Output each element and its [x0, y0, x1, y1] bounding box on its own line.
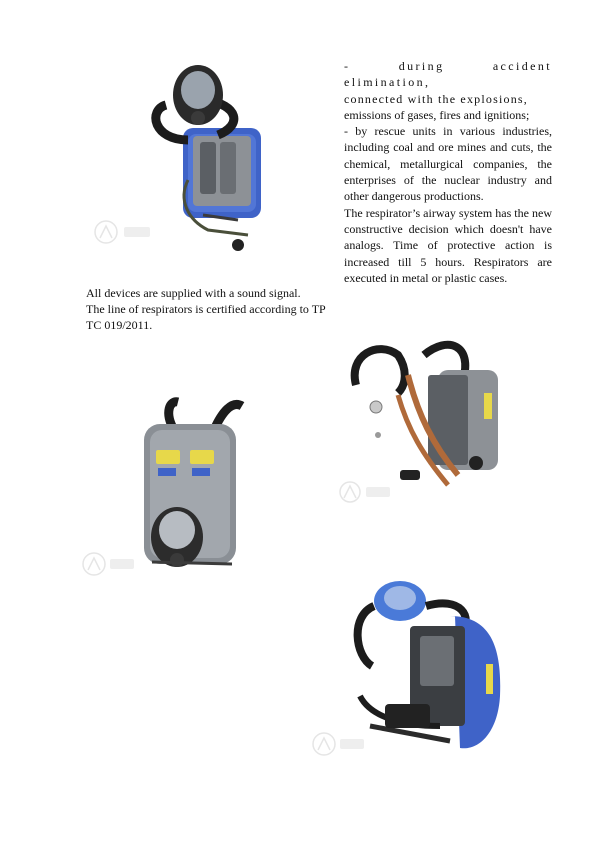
- text-certification: The line of respirators is certified according to TP TC 019/2011.: [86, 302, 326, 332]
- respirator-photo-blue-mask: [88, 60, 278, 270]
- text-sound-signal: All devices are supplied with a sound signal.: [86, 286, 301, 300]
- respirator-photo-brown-straps: [338, 335, 508, 510]
- watermark-logo-icon: [95, 221, 150, 243]
- text-line-accident: - during accident elimination,: [344, 59, 552, 90]
- respirator-photo-blue-harness: [310, 576, 510, 766]
- watermark-logo-icon: [83, 553, 134, 575]
- text-paragraph-airway-system: The respirator’s airway system has the new constructive decision which doesn't have analogs. Time of protective action is increased till 5 hours. Respirators are executed in metal or plastic cases.: [344, 205, 552, 285]
- text-line-emissions: emissions of gases, fires and ignitions;: [344, 107, 530, 122]
- text-line-explosions: connected with the explosions,: [344, 91, 528, 106]
- watermark-logo-icon: [340, 482, 390, 502]
- respirator-photo-grey-case: [82, 392, 262, 582]
- watermark-logo-icon: [313, 733, 364, 755]
- description-text-left: [86, 285, 336, 333]
- description-text-right: [344, 58, 552, 286]
- text-paragraph-rescue-units: - by rescue units in various industries, including coal and ore mines and cuts, the chemical, metallurgical companies, the enterprises of the nuclear industry and other dangerous productions.: [344, 124, 552, 204]
